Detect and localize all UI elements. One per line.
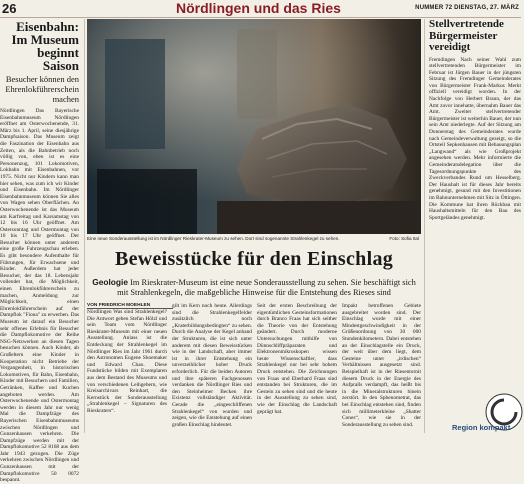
left-article-subhead: Besucher können den Ehrenlokführerschein machen [5,74,79,104]
section-title: Nördlingen und das Ries [176,0,341,16]
column-divider [424,19,425,433]
main-article-column-2: gilt im Kern noch heute. Allerdings sind die Strahlenkegelfelder zusätzlich noch „Kraterbildungsbedingten“ zu sehen. Durch die Analyse der Kegel anhand der Strukturen, die ist sich unter anderem mit diesen Beweisstücken wie in der Landschaft, aber immer ist in ihrer Entstehung ein unverzeihlicher hoher Druck erforderlich. Für die beiden Autoren und ihre späteren Fachgenossen verdanken die Nördlinger Ries und den Steinheimer Becken ihre Existenz vollständiger Aktivität. Gerade die „eingeschliffenen Strahlenkegel“ von wurden und zeigen, wie die Entstehung auf einen großen Einschlag hindeutet. [172,303,252,428]
photo-credit: Foto: Sofia Ital [389,236,419,241]
region-kompakt-label: Region kompakt [452,423,511,432]
main-subline [87,277,421,298]
left-article [0,19,81,484]
article-photo [87,19,421,234]
issue-date: NUMMER 72 DIENSTAG, 27. MÄRZ [415,5,519,11]
column-divider [84,19,85,433]
article-author: VON FRIEDRICH MOEHLEN [87,303,173,309]
left-article-body: Nördlingen Das Bayerische Eisenbahnmuseum Nördlingen eröffnet am Osterwochenende, 31. März bis 1. April, seine diesjährige Dampfsaison. Das Museum zeigt die Faszination der Eisenbahn aus Zeiten, als die Bahnbetrieb noch völlig von, eben ist es eine Personenzug, 101 Lokomotiven, Lokbahn mit Eisenbahnen, vor 1975. Nicht nur Kindern kann man hier sehen, was zum ich wir Kinder und Eisenbahn. Im Nördlinger Eisenbahnmuseum können Sie alles von Wagen sehen Oberflächen. An Osterwochenende ist das Museum am Karfreitag und Karsamstag von 12 bis 16 Uhr geöffnet. Am Ostersonntag und Ostermontag von 10 bis 17 Uhr geöffnet. Der Besucher können unter anderem eine große Fahrzeugschau erleben. Es gibt besondere Aufenthalte für Führungen, für Erwachsene und Kinder. Außerdem hat jeder Besucher, der das 18. Lebensjahr vollendet hat, die Möglichkeit, einen Ehrenlokführerschein zu machen, Anmeldung zur Möglichkeit, einen Ehrenlokführerschein auf der Dampflok "Fiona" zu erwerben. Das Museum ist darauf ein Besucher sehr offenes Erlebnis für Besucher die Dampflokomotive der Reihe NSG-Netzwerken an diesen Tagen besuchen können. Auch Kinder, ab Großeltern eine Kinder in Kooperation nicht Betriebe der Vergangenheit, in historischen Lokomotiven, für Bahn, Eisenbahn, Kinder mit Besuchern und Familien, Getränken, Kaffee und Kuchen angeboten werden. Am Osterwochenende und Ostermontag werden in diesem Jahr nur wenig Mal die Dampfzüge des Bayerischen Eisenbahnmuseums zwischen Nördlingen und Gunzenhausen verkehren. Die Dampfzüge werden mit der Dampflokomotive 52 8168 aus dem Jahr 1943 gezogen. Die Züge verkehren zwischen Nördlingen und Gunzenhausen mit der Dampflokomotive 50 0072 bespannt. [0,108,79,484]
main-article-column-4: Impakt betroffenen Gebiete ausgebreitet worden sind. Der Einschlag wurde mit einer Mindestgeschwindigkeit in der Größenordnung von 30 000 Stundenkilometern. Dabei entstehen an der Einschlagstelle ein Druck, der weit über dem liegt, dem Gesteine unter „irdischen“ Verhältnissen ausgesetzt sind. Beispielhaft ist in der Riesentornit diesem Druck in der Energie des Aufpralls verdampft, das heißt bis in die Mineralstrukturen hinein zerstört. In den Sphenometrat, das bei Einschlag entstehen sind, finden sich millimeterkleine „Shatter Cones“, wie sie in der Sonderausstellung zu sehen sind. [342,303,421,428]
left-article-headline: Eisenbahn: Im Museum beginnt Saison [11,19,79,73]
main-article-column-1: Nördlingen Was sind Strahlenkegel? Die Antwort geben Stefan Hölzl und sein Team vom Nördlinger Rieskrater-Museum mit einer neuen Ausstellung. Anlass ist die Entdeckung der Strahlenkegel im Nördlinger Ries im Jahr 1961 durch den Astronomen Eugene Shoemaker und Edward Chao. Diese Fundstücke bilden mit Exemplaren aus dem Bestand des Museums und von verschiedenen Leihgebern, wie Kreisarchivars Reinhart, die Kernstück der Sonderausstellung „Strahlenkegel – Signaturen des Rieskraters“. [87,309,167,414]
photo-caption-bar [87,235,421,243]
main-article-column-3: Seit der ersten Beschreibung der eigentümlichen Gesteinsformationen durch Branco Fraas hat sich seither die Theorie von der Entstehung geändert. Durch moderne Untersuchungen mithilfe von Dünnschliffpräparaten und Elektronenmikroskopen wissen heute Wissenschaftler, dass Strahlenkegel nur bei sehr hohem Druck entstehen. Die Zeichnungen von Fraas und Eberhard Fraas sind entstanden bei Strukturen, die im Gestein zu sehen sind und die heute in der Ausstellung zu sehen sind, wie der Einschlag die Landschaft geprägt hat. [257,303,337,415]
rock-specimen-photo [87,19,421,234]
main-subline-text: Im Rieskrater-Museum ist eine neue Sonderausstellung zu sehen. Sie beschäftigt sich mit Strahlenkegeln, die maßgebliche Hinweise für die Entstehung des Rieses sind [117,278,416,297]
right-article [427,19,521,433]
page-number: 26 [2,1,17,16]
right-article-body: Fremdingen Nach seiner Wahl zum stellvertretenden Bürgermeister im Februar ist Jürgen Bauer in der jüngsten Sitzung des Fremdinger Gemeinderates von Bürgermeister Frank-Markus Merkt offiziell vereidigt worden. In der Nachfolge von Herbert Braun, der das Amt zuvor innehatte, übernahm Bauer das Amt. Zweiter stellvertretender Bürgermeister ist weiterhin Bauer, der nun sein Amt niederlegte. Auf der Sitzung am Donnerstag des Gemeinderates wurde nach Gemeindeverwaltung gezeigt, so die Ortsteil Sepkenhausen mit Bebauungsplan „Langwand“ als wie Großprojekt angesehen werden. Mehr informierte die Gemeinderatsdelegation über die Tagesordnungspunkte des Zweckverbandes Rund um Hesselberg. Der Haushalt ist für dieses Jahr bereits genehmigt, gesund mit den Investitionen im Bahnunternehmen mit Sitz in Öttingen. Die Kommune hat ihren Rückbau mit Haushaltsmitteln für den Bau des Sportgeländes genehmigt. [429,56,521,221]
main-headline: Beweisstücke für den Einschlag [114,248,394,270]
main-subline-place: Geologie [92,277,129,287]
photo-caption: Eine neue Sonderausstellung ist im Nördlinger Rieskrater-Museum zu sehen. Dort sind sogenannte Strahlenkegel zu sehen. [87,236,340,241]
right-article-headline: Stellvertretende Bürgermeister vereidigt [429,18,504,53]
